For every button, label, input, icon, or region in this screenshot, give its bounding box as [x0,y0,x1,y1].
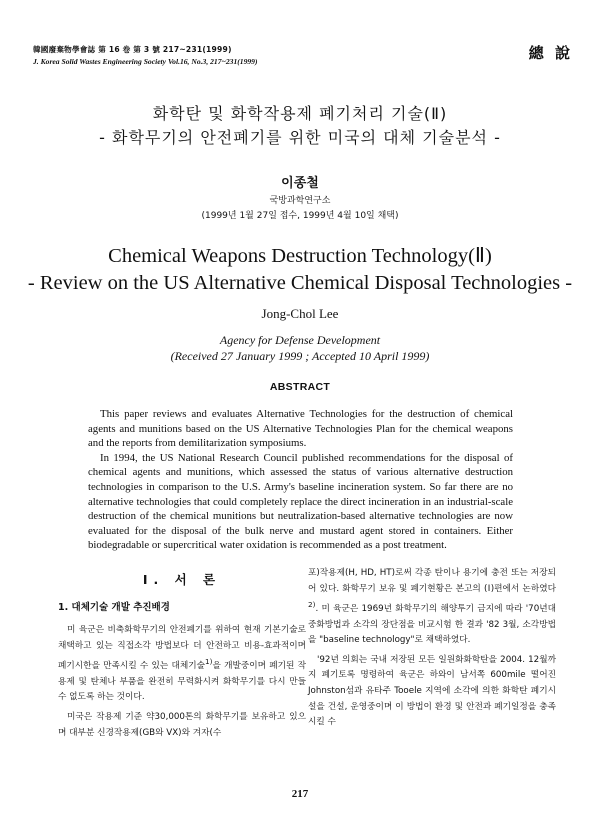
page-number: 217 [291,788,309,800]
body-paragraph: 미국은 작용제 기준 약30,000톤의 화학무기를 보유하고 있으며 대부분 신경작용제(GB와 VX)와 겨자(수 [58,712,306,738]
body-paragraph: '92년 의회는 국내 저장된 모든 일원화화학탄을 2004. 12월까지 폐기토록 명령하여 육군은 하와이 남서쪽 600mile 떨어진 Johnston섬과 유타주 Tooele 지역에 소각에 의한 화학탄 폐기시설을 건설, 운영중이며 이 방법이 환경 및 안전과 폐기일정을 충족시킬 수 [308,654,556,728]
korean-title-line1: 화학탄 및 화학작용제 폐기처리 기술(Ⅱ) [152,104,448,123]
english-affiliation: Agency for Defense Development [219,333,381,347]
body-column-left [58,572,306,741]
english-author: Jong-Chol Lee [261,306,339,321]
journal-header [33,44,573,66]
body-text: . 미 육군은 1969년 화학무기의 해양투기 금지에 따라 '70년대 중화방법과 소각의 장단점을 비교시험 한 결과 '82 3월, 소각방법을 "baseline technology"로 채택하였다. [308,604,556,646]
korean-author: 이종철 [281,176,319,191]
body-text: 을 개발중이며 폐기된 작용제 및 탄체나 부품을 완전히 무력화시켜 화학무기를 다시 만들 수 없도록 하는 것이다. [58,661,306,703]
english-dates: (Received 27 January 1999 ; Accepted 10 April 1999) [170,349,430,363]
article-type-badge: 總 說 [528,44,573,62]
abstract-paragraph-2: In 1994, the US National Research Council published recommendations for the disposal of chemical agents and munitions, which assessed the status of various alternative destruction technologies in comparison to the U.S. Army's baseline incineration system. So far there are no alternative technologies that could completely replace the direct incineration in an industrial-scale destruction of the chemical munitions but neutralization-based alternative technologies are now evaluated for the disposal of the bulk nerve and mustard agent stored in containers. Either biodegradable or supercritical water oxidation is recommended as a post treatment. [88,451,513,552]
abstract-body [88,407,513,553]
english-affiliation-block [0,332,600,364]
korean-affiliation-block [0,194,600,224]
subsection-title: 1. 대체기술 개발 추진배경 [58,601,170,613]
journal-citation-english: J. Korea Solid Wastes Engineering Society Vol.16, No.3, 217~231(1999) [33,57,258,66]
body-text: 포)작용제(H, HD, HT)로써 각종 탄이나 용기에 충전 또는 저장되어 있다. 화학무기 보유 및 폐기현황은 본고의 (Ⅰ)편에서 논하였다 [308,568,556,594]
body-paragraph [308,566,556,649]
section-title-introduction: Ⅰ. 서 론 [142,572,222,587]
korean-title-line2: - 화학무기의 안전폐기를 위한 미국의 대체 기술분석 - [99,128,501,147]
english-title-line1: Chemical Weapons Destruction Technology(Ⅱ) [108,245,492,267]
journal-citation-korean: 韓國廢棄物學會誌 第 16 卷 第 3 號 217~231(1999) [33,45,232,54]
abstract-paragraph-1: This paper reviews and evaluates Alternative Technologies for the destruction of chemical agents and munitions based on the US Alternative Technologies Plan for the chemical weapons and the reports from demilitarization symposiums. [88,408,513,450]
korean-affiliation: 국방과학연구소 [269,196,331,206]
body-column-right [308,566,556,731]
english-title [0,243,600,297]
body-paragraph [58,623,306,706]
korean-title [0,102,600,150]
reference-superscript[interactable]: 1) [205,657,213,667]
english-title-line2: - Review on the US Alternative Chemical Disposal Technologies - [27,272,573,294]
body-text: 미 육군은 비축화학무기의 안전폐기를 위하여 현재 기본기술로 채택하고 있는 직접소각 방법보다 더 안전하고 비용-효과적이며 폐기시한을 만족시킬 수 있는 대체기술 [58,625,306,672]
abstract-heading: ABSTRACT [269,381,331,393]
reference-superscript[interactable]: 2) [308,600,316,610]
korean-dates: (1999년 1월 27일 접수, 1999년 4월 10일 채택) [201,211,399,221]
